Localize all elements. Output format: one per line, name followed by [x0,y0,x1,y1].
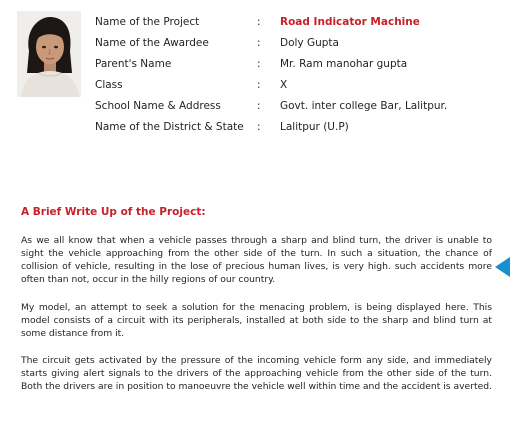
detail-separator: : [257,100,261,112]
detail-row-awardee [95,33,495,54]
writeup-paragraph: My model, an attempt to seek a solution for the menacing problem, is being displayed here. This model consists of a circuit with its peripherals, installed at both side to the sharp and blind turn at some distance from it. [21,302,492,340]
detail-label: Name of the Awardee [95,37,209,49]
parent-name-value: Mr. Ram manohar gupta [280,58,408,70]
left-pointing-triangle-icon [495,257,510,277]
detail-separator: : [257,58,261,70]
detail-separator: : [257,16,261,28]
detail-row-district [95,117,495,138]
detail-row-parent [95,54,495,75]
school-value: Govt. inter college Bar, Lalitpur. [280,100,448,112]
detail-separator: : [257,37,261,49]
detail-label: Name of the Project [95,16,200,28]
district-value: Lalitpur (U.P) [280,121,349,133]
class-value: X [280,79,288,91]
awardee-portrait-image [17,11,81,97]
writeup-paragraph: The circuit gets activated by the pressure of the incoming vehicle form any side, and immediately starts giving alert signals to the drivers of the approaching vehicle from the other side of the turn. Both the drivers are in position to manoeuvre the vehicle well within time and the accident is averted. [21,355,492,393]
project-name-value: Road Indicator Machine [280,16,420,28]
detail-separator: : [257,79,261,91]
detail-label: Name of the District & State [95,121,244,133]
detail-label: Parent's Name [95,58,172,70]
detail-row-project [95,12,495,33]
awardee-details [95,12,495,138]
detail-label: School Name & Address [95,100,221,112]
detail-row-class [95,75,495,96]
detail-row-school [95,96,495,117]
writeup-paragraph: As we all know that when a vehicle passes through a sharp and blind turn, the driver is unable to sight the vehicle approaching from the other side of the turn. In such a situation, the chance of collision of vehicle, resulting in the lose of precious human lives, is very high. such accidents more often than not, occur in the hilly regions of our country. [21,235,492,286]
detail-separator: : [257,121,261,133]
detail-label: Class [95,79,123,91]
writeup-title: A Brief Write Up of the Project: [21,206,206,218]
awardee-photo [17,11,81,97]
awardee-name-value: Doly Gupta [280,37,339,49]
